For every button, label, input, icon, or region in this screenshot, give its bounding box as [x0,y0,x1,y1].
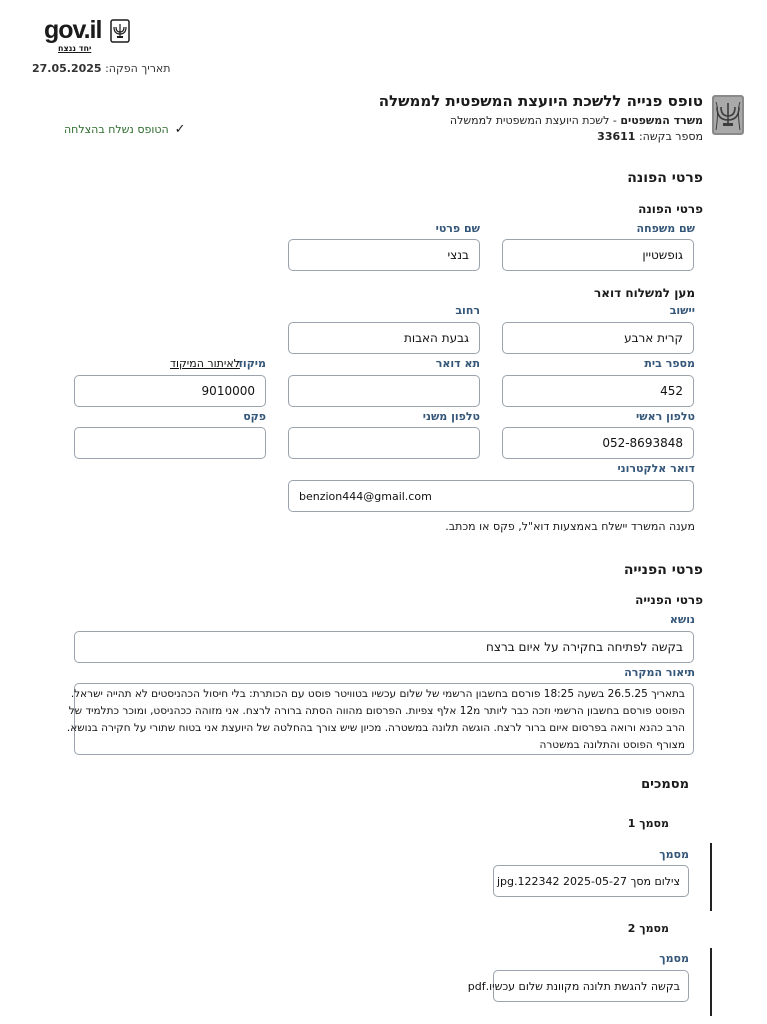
description-line: מצורף הפוסט והתלונה במשטרה [539,739,685,751]
zip-label: מיקוד [236,357,266,370]
document-1-title: מסמך 1 [627,817,669,830]
last-name-field[interactable]: גופשטיין [502,239,694,271]
document-2-title: מסמך 2 [627,922,669,935]
office-name: - לשכת היועצת המשפטית לממשלה [449,114,621,127]
main-phone-field[interactable]: 052-8693848 [502,427,694,459]
email-label: דואר אלקטרוני [617,462,695,475]
street-label: רחוב [455,304,480,317]
success-text: הטופס נשלח בהצלחה [64,123,169,136]
description-line: הפוסט פורסם בחשבון הרשמי וזכה כבר ליותר מ12 אלף צפיות. הפרסום מהווה הסתה ברורה לרצח. אני מזוהה ככהניסט, ומוכר כתלמיד של [68,705,685,717]
applicant-section-title: פרטי הפונה [627,170,703,186]
print-date-label: תאריך הפקה: [105,62,171,75]
ministry-line [450,114,703,127]
request-number-value: 33611 [597,130,636,143]
document-1-divider [710,843,712,911]
mailing-address-title: מען למשלוח דואר [594,286,695,300]
secondary-phone-label: טלפון משני [422,410,480,423]
po-box-label: תא דואר [435,357,480,370]
logo-slogan: יחד ננצח [58,44,92,53]
menorah-emblem-icon [711,94,745,136]
request-number-label: מספר בקשה: [638,130,703,143]
document-2-label: מסמך [659,952,689,965]
form-title: טופס פנייה ללשכת היועצת המשפטית לממשלה [378,92,703,110]
city-label: יישוב [669,304,695,317]
description-label: תיאור המקרה [624,666,695,679]
applicant-subsection-title: פרטי הפונה [638,202,703,216]
description-line: בתאריך 26.5.25 בשעה 18:25 פורסם בחשבון הרשמי של שלום עכשיו בטוויטר פוסט עם הכותרת: בלי חיסול הכהניסטים לא תהייה ישראל. [70,688,685,700]
main-phone-label: טלפון ראשי [636,410,695,423]
last-name-label: שם משפחה [636,222,695,235]
first-name-label: שם פרטי [435,222,480,235]
document-1-file[interactable]: צילום מסך 2025-05-27 122342.jpg [493,865,689,897]
house-number-label: מספר בית [644,357,695,370]
secondary-phone-field[interactable] [288,427,480,459]
logo-text: gov.il [44,16,102,44]
request-number [597,130,703,143]
first-name-field[interactable]: בנצי [288,239,480,271]
city-field[interactable]: קרית ארבע [502,322,694,354]
check-icon: ✓ [174,122,186,137]
print-date-value: 27.05.2025 [32,62,102,75]
fax-field[interactable] [74,427,266,459]
find-zip-link[interactable]: לאיתור המיקוד [170,357,240,370]
subject-field[interactable]: בקשה לפתיחה בחקירה על איום ברצח [74,631,694,663]
request-subsection-title: פרטי הפנייה [635,593,703,607]
email-field[interactable]: benzion444@gmail.com [288,480,694,512]
zip-field[interactable]: 9010000 [74,375,266,407]
request-section-title: פרטי הפנייה [623,562,703,578]
subject-label: נושא [669,613,695,626]
street-field[interactable]: גבעת האבות [288,322,480,354]
document-2-file[interactable]: בקשה להגשת תלונה מקוונת שלום עכשיו.pdf [493,970,689,1002]
state-emblem-icon [110,19,130,43]
reply-note: מענה המשרד יישלח באמצעות דוא"ל, פקס או מכתב. [445,520,695,533]
success-message [64,122,186,137]
house-number-field[interactable]: 452 [502,375,694,407]
ministry-name: משרד המשפטים [620,114,703,127]
print-date [32,62,171,75]
description-textarea[interactable] [66,683,694,755]
description-line: הרב כהנא ורואה בפרסום איום ברור לרצח. הוגשה תלונה במשטרה. מכיון שיש צורך בהחלטה של היועצת אני בטוח שתורי על חקירה בנושא. [66,722,685,734]
gov-il-logo [44,16,130,56]
documents-section-title: מסמכים [641,777,689,792]
document-1-label: מסמך [659,848,689,861]
po-box-field[interactable] [288,375,480,407]
document-2-divider [710,948,712,1016]
fax-label: פקס [243,410,266,423]
